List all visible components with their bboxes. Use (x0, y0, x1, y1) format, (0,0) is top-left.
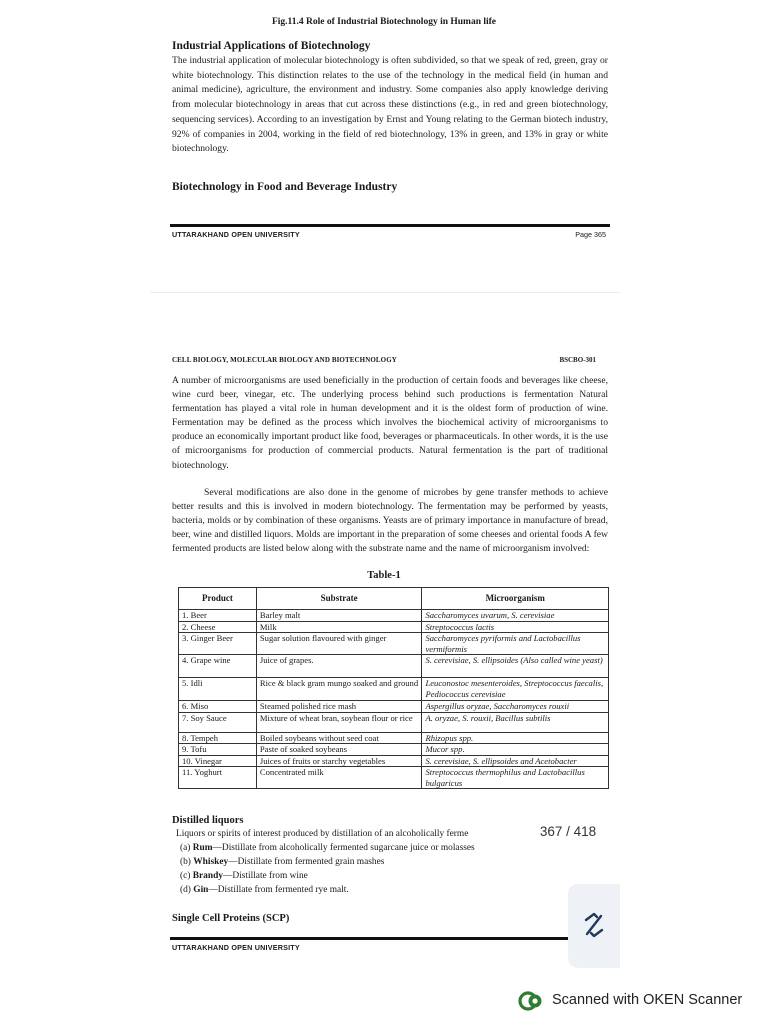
column-header: Microorganism (422, 588, 609, 610)
microorganism-cell: Leuconostoc mesenteroides, Streptococcus faecalis, Pediococcus cerevisiae (422, 678, 609, 701)
table-header-row (179, 588, 609, 610)
scroll-handle[interactable] (568, 884, 620, 968)
paragraph: The industrial application of molecular biotechnology is often subdivided, so that we speak of red, green, gray or white biotechnology. This distinction relates to the use of the technology in the medical field (in human and animal medicine), agriculture, the environment and industry. Some companies also apply knowledge deriving from molecular biotechnology in areas that cut across these distinctions (e.g., in red and green biotechnology, sequencing services). According to an investigation by Ernst and Young relating to the German biotech industry, 92% of companies in 2004, working in the field of red biotechnology, 13% in green, and 13% in gray or white biotechnology. (172, 55, 608, 155)
oken-scanner-logo-icon (518, 991, 544, 1011)
table-row (179, 755, 609, 767)
substrate-cell: Concentrated milk (256, 767, 422, 789)
table-row (179, 610, 609, 622)
substrate-cell: Paste of soaked soybeans (256, 744, 422, 756)
section-heading: Industrial Applications of Biotechnology (172, 40, 371, 52)
substrate-cell: Rice & black gram mungo soaked and ground (256, 678, 422, 701)
paragraph: A number of microorganisms are used beneficially in the production of certain foods and beverages like cheese, wine curd beer, vinegar, etc. The underlying process behind such productions is fermentation Natural fermentation has played a vital role in human development and it is the oldest form of production of wine. Fermentation may be defined as the process which involves the biochemical activity of microorganisms to produce an economically important product like food, beverages or pharmaceuticals. In other words, it is the use of microorganisms for production of commercial products. Natural fermentation is the part of traditional biotechnology. (172, 375, 608, 471)
paragraph: Several modifications are also done in the genome of microbes by gene transfer methods to achieve better results and this is involved in modern biotechnology. The fermentation may be performed by yeasts, bacteria, molds or by combination of these organisms. Yeasts are of primary importance in manufacture of bread, beer, wine and distilled liquors. Molds are important in the preparation of some cheeses and oriental foods A few fermented products are listed below along with the substrate name and the name of microorganism involved: (172, 487, 608, 555)
figure-caption: Fig.11.4 Role of Industrial Biotechnology in Human life (271, 17, 497, 27)
substrate-cell: Steamed polished rice mash (256, 701, 422, 713)
list-item-name: Rum (192, 843, 213, 853)
list-item (180, 885, 349, 895)
list-item (180, 871, 308, 881)
list-item (180, 843, 475, 853)
running-header-title: CELL BIOLOGY, MOLECULAR BIOLOGY AND BIOTECHNOLOGY (172, 356, 397, 364)
footer-university: UTTARAKHAND OPEN UNIVERSITY (172, 943, 300, 952)
table-row (179, 678, 609, 701)
product-cell: 9. Tofu (179, 744, 257, 756)
product-cell: 2. Cheese (179, 621, 257, 633)
section-heading: Distilled liquors (172, 815, 244, 826)
paragraph: Liquors or spirits of interest produced by distillation of an alcoholically ferme (176, 829, 469, 839)
microorganism-cell: S. cerevisiae, S. ellipsoides (Also called wine yeast) (422, 655, 609, 678)
microorganism-cell: Saccharomyces pyriformis and Lactobacillus vermiformis (422, 633, 609, 655)
product-cell: 7. Soy Sauce (179, 712, 257, 732)
table-row (179, 732, 609, 744)
microorganism-cell: Rhizopus spp. (422, 732, 609, 744)
substrate-cell: Juices of fruits or starchy vegetables (256, 755, 422, 767)
footer-rule (170, 224, 610, 227)
microorganism-cell: Streptococcus lactis (422, 621, 609, 633)
list-item-prefix: (a) (180, 843, 193, 853)
list-item-desc: —Distillate from fermented rye malt. (208, 885, 349, 895)
substrate-cell: Sugar solution flavoured with ginger (256, 633, 422, 655)
microorganism-cell: Streptococcus thermophilus and Lactobacillus bulgaricus (422, 767, 609, 789)
product-cell: 6. Miso (179, 701, 257, 713)
list-item-desc: —Distillate from fermented grain mashes (228, 857, 385, 867)
section-heading: Biotechnology in Food and Beverage Industry (172, 181, 398, 193)
fermentation-table (178, 587, 609, 789)
page-indicator: 367 / 418 (530, 820, 606, 844)
section-heading: Single Cell Proteins (SCP) (172, 913, 290, 924)
substrate-cell: Barley malt (256, 610, 422, 622)
substrate-cell: Boiled soybeans without seed coat (256, 732, 422, 744)
microorganism-cell: Aspergillus oryzae, Saccharomyces rouxii (422, 701, 609, 713)
table-row (179, 633, 609, 655)
microorganism-cell: Saccharomyces uvarum, S. cerevisiae (422, 610, 609, 622)
footer-rule (170, 937, 570, 940)
running-header-code: BSCBO-301 (559, 356, 596, 364)
footer-university: UTTARAKHAND OPEN UNIVERSITY (172, 230, 300, 239)
list-item-desc: —Distillate from alcoholically fermented sugarcane juice or molasses (212, 843, 475, 853)
substrate-cell: Juice of grapes. (256, 655, 422, 678)
table-row (179, 655, 609, 678)
product-cell: 3. Ginger Beer (179, 633, 257, 655)
product-cell: 5. Idli (179, 678, 257, 701)
scroll-handle-icon (582, 910, 606, 940)
page-separator (150, 292, 620, 293)
product-cell: 8. Tempeh (179, 732, 257, 744)
column-header: Substrate (256, 588, 422, 610)
column-header: Product (179, 588, 257, 610)
list-item (180, 857, 384, 867)
list-item-prefix: (d) (180, 885, 194, 895)
substrate-cell: Mixture of wheat bran, soybean flour or rice (256, 712, 422, 732)
list-item-desc: —Distillate from wine (222, 871, 308, 881)
microorganism-cell: A. oryzae, S. rouxii, Bacillus subtilis (422, 712, 609, 732)
footer-page-number: Page 365 (575, 230, 606, 239)
product-cell: 11. Yoghurt (179, 767, 257, 789)
list-item-name: Whiskey (193, 857, 229, 867)
product-cell: 10. Vinegar (179, 755, 257, 767)
list-item-prefix: (c) (180, 871, 193, 881)
microorganism-cell: S. cerevisiae, S. ellipsoides and Acetobacter (422, 755, 609, 767)
product-cell: 4. Grape wine (179, 655, 257, 678)
table-body (179, 610, 609, 789)
table-title: Table-1 (367, 570, 401, 581)
list-item-name: Brandy (192, 871, 223, 881)
table-row (179, 744, 609, 756)
table-row (179, 701, 609, 713)
substrate-cell: Milk (256, 621, 422, 633)
microorganism-cell: Mucor spp. (422, 744, 609, 756)
product-cell: 1. Beer (179, 610, 257, 622)
table-row (179, 621, 609, 633)
table-row (179, 767, 609, 789)
list-item-name: Gin (193, 885, 209, 895)
list-item-prefix: (b) (180, 857, 194, 867)
table-row (179, 712, 609, 732)
scanner-text: Scanned with OKEN Scanner (552, 992, 743, 1008)
